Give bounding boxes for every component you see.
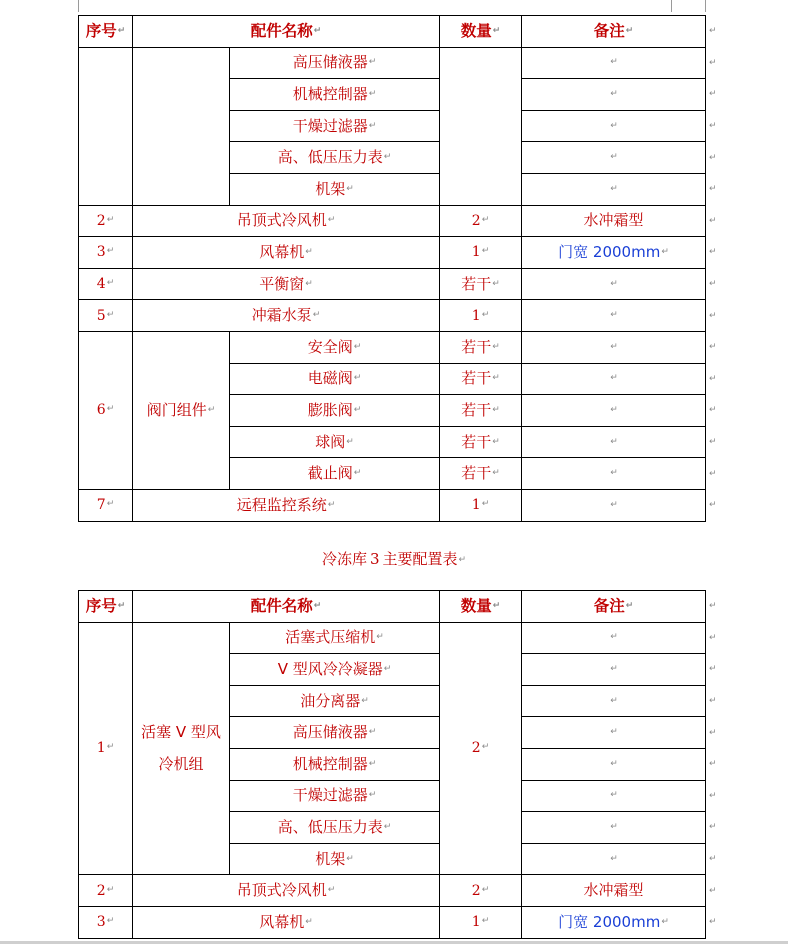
config-table-1: [78, 15, 706, 522]
note-cell: ↵: [522, 363, 706, 395]
header-name: 配件名称↵: [133, 16, 440, 48]
group-cell: [133, 47, 230, 205]
seq-cell: 5↵: [79, 300, 133, 332]
qty-cell: 2↵: [440, 875, 522, 907]
part-cell: 机械控制器↵: [230, 79, 440, 111]
part-cell: V 型风冷冷凝器↵: [230, 654, 440, 686]
note-cell: ↵: [522, 622, 706, 654]
row-end-mark: ↵: [709, 790, 717, 801]
row-end-mark: ↵: [709, 373, 717, 384]
row-end-mark: ↵: [709, 247, 717, 258]
row-end-mark: ↵: [709, 184, 717, 195]
part-cell: 油分离器↵: [230, 685, 440, 717]
row-end-mark: ↵: [709, 601, 717, 612]
note-cell: ↵: [522, 268, 706, 300]
name-cell: 冲霜水泵↵: [133, 300, 440, 332]
part-cell: 机架↵: [230, 843, 440, 875]
seq-cell: 3↵: [79, 237, 133, 269]
name-cell: 远程监控系统↵: [133, 489, 440, 521]
note-cell: ↵: [522, 685, 706, 717]
qty-cell: 若干↵: [440, 395, 522, 427]
seq-cell: 7↵: [79, 489, 133, 521]
row-end-mark: ↵: [709, 696, 717, 707]
row-end-mark: ↵: [709, 885, 717, 896]
part-cell: 机械控制器↵: [230, 748, 440, 780]
seq-cell: 4↵: [79, 268, 133, 300]
qty-cell: 1↵: [440, 489, 522, 521]
row-end-mark: ↵: [709, 89, 717, 100]
part-cell: 安全阀↵: [230, 331, 440, 363]
header-qty: 数量↵: [440, 591, 522, 623]
table-row: [79, 47, 706, 79]
note-cell: 水冲霜型: [522, 875, 706, 907]
note-cell: ↵: [522, 717, 706, 749]
part-cell: 球阀↵: [230, 426, 440, 458]
qty-cell: 2↵: [440, 622, 522, 875]
part-cell: 干燥过滤器↵: [230, 110, 440, 142]
table-header-row: [79, 591, 706, 623]
row-end-mark: ↵: [709, 468, 717, 479]
part-cell: 电磁阀↵: [230, 363, 440, 395]
group-cell: 阀门组件↵: [133, 331, 230, 489]
table-row: [79, 205, 706, 237]
header-seq: 序号↵: [79, 16, 133, 48]
qty-cell: 若干↵: [440, 268, 522, 300]
qty-cell: 1↵: [440, 906, 522, 938]
row-end-mark: ↵: [709, 405, 717, 416]
name-cell: 风幕机↵: [133, 906, 440, 938]
part-cell: 高压储液器↵: [230, 47, 440, 79]
note-cell: ↵: [522, 300, 706, 332]
row-end-mark: ↵: [709, 727, 717, 738]
note-cell: ↵: [522, 110, 706, 142]
note-cell: ↵: [522, 780, 706, 812]
row-end-mark: ↵: [709, 152, 717, 163]
note-cell: ↵: [522, 458, 706, 490]
part-cell: 机架↵: [230, 173, 440, 205]
note-cell: 门宽 2000mm↵: [522, 237, 706, 269]
part-cell: 高、低压压力表↵: [230, 142, 440, 174]
seq-cell: 1↵: [79, 622, 133, 875]
header-name: 配件名称↵: [133, 591, 440, 623]
note-cell: ↵: [522, 843, 706, 875]
qty-cell: 2↵: [440, 205, 522, 237]
row-end-mark: ↵: [709, 215, 717, 226]
name-cell: 吊顶式冷风机↵: [133, 205, 440, 237]
note-cell: ↵: [522, 426, 706, 458]
table-row: [79, 906, 706, 938]
group-cell: 活塞 V 型风冷机组: [133, 622, 230, 875]
note-cell: ↵: [522, 489, 706, 521]
note-cell: ↵: [522, 173, 706, 205]
seq-cell: [79, 47, 133, 205]
row-end-mark: ↵: [709, 279, 717, 290]
row-end-mark: ↵: [709, 822, 717, 833]
seq-cell: 2↵: [79, 875, 133, 907]
seq-cell: 2↵: [79, 205, 133, 237]
row-end-mark: ↵: [709, 310, 717, 321]
header-note: 备注↵: [522, 591, 706, 623]
note-cell: ↵: [522, 79, 706, 111]
row-end-mark: ↵: [709, 500, 717, 511]
part-cell: 截止阀↵: [230, 458, 440, 490]
note-cell: ↵: [522, 331, 706, 363]
part-cell: 干燥过滤器↵: [230, 780, 440, 812]
header-seq: 序号↵: [79, 591, 133, 623]
table-caption: 冷冻库 3 主要配置表↵: [321, 550, 467, 568]
qty-cell: [440, 47, 522, 205]
note-cell: ↵: [522, 748, 706, 780]
note-cell: ↵: [522, 47, 706, 79]
table-row: [79, 237, 706, 269]
header-note: 备注↵: [522, 16, 706, 48]
qty-cell: 若干↵: [440, 331, 522, 363]
name-cell: 平衡窗↵: [133, 268, 440, 300]
part-cell: 高、低压压力表↵: [230, 812, 440, 844]
table-row: [79, 489, 706, 521]
config-table-2: [78, 590, 706, 939]
row-end-mark: ↵: [709, 57, 717, 68]
table-row: [79, 300, 706, 332]
table-row: [79, 875, 706, 907]
table-row: [79, 268, 706, 300]
part-cell: 高压储液器↵: [230, 717, 440, 749]
qty-cell: 1↵: [440, 300, 522, 332]
seq-cell: 3↵: [79, 906, 133, 938]
row-end-mark: ↵: [709, 759, 717, 770]
note-cell: ↵: [522, 395, 706, 427]
note-cell: 水冲霜型: [522, 205, 706, 237]
note-cell: ↵: [522, 142, 706, 174]
qty-cell: 1↵: [440, 237, 522, 269]
row-end-mark: ↵: [709, 437, 717, 448]
note-cell: ↵: [522, 812, 706, 844]
table-row: [79, 331, 706, 363]
qty-cell: 若干↵: [440, 363, 522, 395]
qty-cell: 若干↵: [440, 458, 522, 490]
row-end-mark: ↵: [709, 917, 717, 928]
table-header-row: [79, 16, 706, 48]
row-end-mark: ↵: [709, 632, 717, 643]
row-end-mark: ↵: [709, 121, 717, 132]
part-cell: 活塞式压缩机↵: [230, 622, 440, 654]
qty-cell: 若干↵: [440, 426, 522, 458]
row-end-mark: ↵: [709, 854, 717, 865]
row-end-mark: ↵: [709, 664, 717, 675]
name-cell: 风幕机↵: [133, 237, 440, 269]
name-cell: 吊顶式冷风机↵: [133, 875, 440, 907]
note-cell: ↵: [522, 654, 706, 686]
part-cell: 膨胀阀↵: [230, 395, 440, 427]
header-qty: 数量↵: [440, 16, 522, 48]
seq-cell: 6↵: [79, 331, 133, 489]
row-end-mark: ↵: [709, 26, 717, 37]
note-cell: 门宽 2000mm↵: [522, 906, 706, 938]
ruler-marks: [0, 0, 788, 14]
table-row: [79, 622, 706, 654]
row-end-mark: ↵: [709, 342, 717, 353]
